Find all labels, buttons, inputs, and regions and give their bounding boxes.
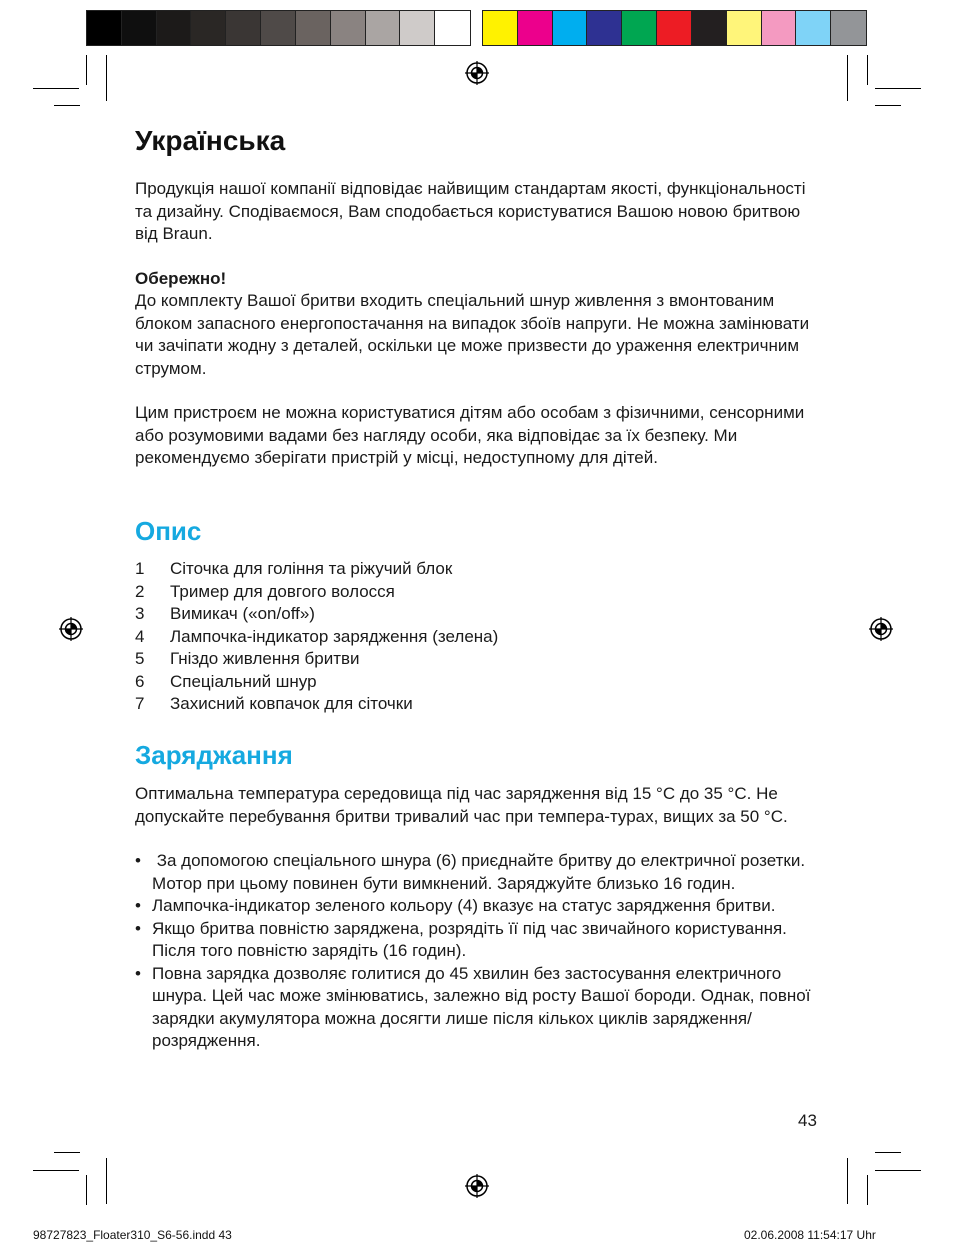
- color-swatch: [191, 11, 226, 45]
- grayscale-color-bar: [86, 10, 471, 46]
- list-item-number: 4: [135, 626, 145, 646]
- crop-mark: [875, 88, 921, 89]
- crop-mark: [867, 55, 868, 85]
- list-item-text: Тример для довгого волосся: [170, 581, 395, 601]
- crop-mark: [106, 55, 107, 101]
- crop-mark: [54, 1152, 80, 1153]
- list-item-text: Захисний ковпачок для сіточки: [170, 694, 413, 713]
- color-swatch: [122, 11, 157, 45]
- color-swatch: [692, 11, 727, 45]
- list-item: [135, 626, 498, 649]
- color-swatch: [331, 11, 366, 45]
- intro-paragraph: Продукція нашої компанії відповідає найвищим стандартам якості, функціональності та дизайну. Сподіваємося, Вам сподобається користуватися Вашою новою бритвою від Braun.: [135, 179, 806, 243]
- crop-mark: [875, 1152, 901, 1153]
- registration-mark-icon: [869, 617, 893, 641]
- list-item-text: Лампочка-індикатор зарядження (зелена): [170, 626, 499, 646]
- list-item: [135, 671, 498, 694]
- list-item: [135, 918, 825, 963]
- color-swatch: [87, 11, 122, 45]
- registration-mark-icon: [465, 1174, 489, 1198]
- list-item: [135, 558, 498, 581]
- crop-mark: [875, 105, 901, 106]
- registration-mark-icon: [465, 61, 489, 85]
- charging-heading: Заряджання: [135, 740, 293, 770]
- list-item-text: Лампочка-індикатор зеленого кольору (4) вказує на статус зарядження бритви.: [152, 896, 776, 915]
- color-swatch: [657, 11, 692, 45]
- color-swatch: [587, 11, 622, 45]
- color-swatch: [261, 11, 296, 45]
- crop-mark: [33, 88, 79, 89]
- description-list: [135, 558, 498, 716]
- page-number: 43: [798, 1111, 817, 1130]
- list-item-number: 3: [135, 604, 145, 623]
- color-swatch: [622, 11, 657, 45]
- color-swatch: [400, 11, 435, 45]
- list-item-text: Сіточка для гоління та ріжучий блок: [170, 559, 453, 578]
- list-item: [135, 895, 825, 918]
- crop-mark: [106, 1158, 107, 1204]
- list-item: [135, 850, 825, 895]
- charging-instructions-list: [135, 850, 825, 1053]
- color-swatch: [762, 11, 797, 45]
- list-item-number: 6: [135, 671, 145, 691]
- footer-file-info: 98727823_Floater310_S6-56.indd 43: [33, 1228, 232, 1242]
- bullet-icon: •: [135, 896, 141, 915]
- list-item-text: Спеціальний шнур: [170, 671, 317, 691]
- list-item: [135, 693, 498, 716]
- crop-mark: [86, 1175, 87, 1205]
- crop-mark: [847, 55, 848, 101]
- page-title: Українська: [135, 125, 286, 156]
- list-item-text: Гніздо живлення бритви: [170, 649, 360, 668]
- bullet-icon: •: [135, 918, 141, 938]
- caution-paragraph: До комплекту Вашої бритви входить спеціальний шнур живлення з вмонтованим блоком запасного енергопостачання на випадок збоїв напруги. Не можна замінювати чи зачіпати жодну з деталей, оскільки це може призвести до ураження електричним струмом.: [135, 291, 810, 378]
- crop-mark: [847, 1158, 848, 1204]
- color-swatch: [296, 11, 331, 45]
- color-swatch: [435, 11, 470, 45]
- registration-mark-icon: [59, 617, 83, 641]
- list-item: [135, 648, 498, 671]
- color-swatch: [157, 11, 192, 45]
- crop-mark: [33, 1170, 79, 1171]
- list-item: [135, 963, 825, 1053]
- list-item-text: Вимикач («on/off»): [170, 604, 315, 623]
- list-item-number: 5: [135, 649, 145, 668]
- children-warning-paragraph: Цим пристроєм не можна користуватися дітям або особам з фізичними, сенсорними або розумовими вадами без нагляду особи, яка відповідає за їх безпеку. Ми рекомендуємо зберігати пристрій у місці, недоступному для дітей.: [135, 403, 805, 467]
- description-heading: Опис: [135, 516, 202, 546]
- crop-mark: [867, 1175, 868, 1205]
- list-item-text: Повна зарядка дозволяє голитися до 45 хвилин без застосування електричного шнура. Цей час може змінюватись, залежно від росту Вашої бороди. Однак, повної зарядки акумулятора можна досягти лише після кількох циклів зарядження/розрядження.: [152, 963, 816, 1050]
- list-item-text: Якщо бритва повністю заряджена, розрядіть її під час звичайного користування. Після того повністю зарядіть (16 годин).: [152, 918, 792, 960]
- color-swatch: [226, 11, 261, 45]
- color-swatch: [553, 11, 588, 45]
- footer-timestamp: 02.06.2008 11:54:17 Uhr: [744, 1228, 876, 1242]
- color-swatch: [518, 11, 553, 45]
- bullet-icon: •: [135, 963, 141, 983]
- charging-intro-paragraph: Оптимальна температура середовища під час зарядження від 15 °C до 35 °C. Не допускайте перебування бритви тривалий час при темпера-турах, вищих за 50 °C.: [135, 784, 788, 826]
- list-item-number: 1: [135, 559, 145, 578]
- crop-mark: [54, 105, 80, 106]
- list-item-number: 7: [135, 694, 145, 713]
- color-swatch: [483, 11, 518, 45]
- list-item-text: За допомогою спеціального шнура (6) приєднайте бритву до електричної розетки. Мотор при цьому повинен бути вимкнений. Заряджуйте близько 16 годин.: [152, 851, 810, 893]
- list-item: [135, 581, 498, 604]
- color-swatch: [831, 11, 866, 45]
- color-swatch: [366, 11, 401, 45]
- list-item: [135, 603, 498, 626]
- color-swatch: [796, 11, 831, 45]
- caution-label: Обережно!: [135, 269, 227, 288]
- color-swatch: [727, 11, 762, 45]
- crop-mark: [86, 55, 87, 85]
- process-color-bar: [482, 10, 867, 46]
- bullet-icon: •: [135, 851, 141, 870]
- list-item-number: 2: [135, 581, 145, 601]
- crop-mark: [875, 1170, 921, 1171]
